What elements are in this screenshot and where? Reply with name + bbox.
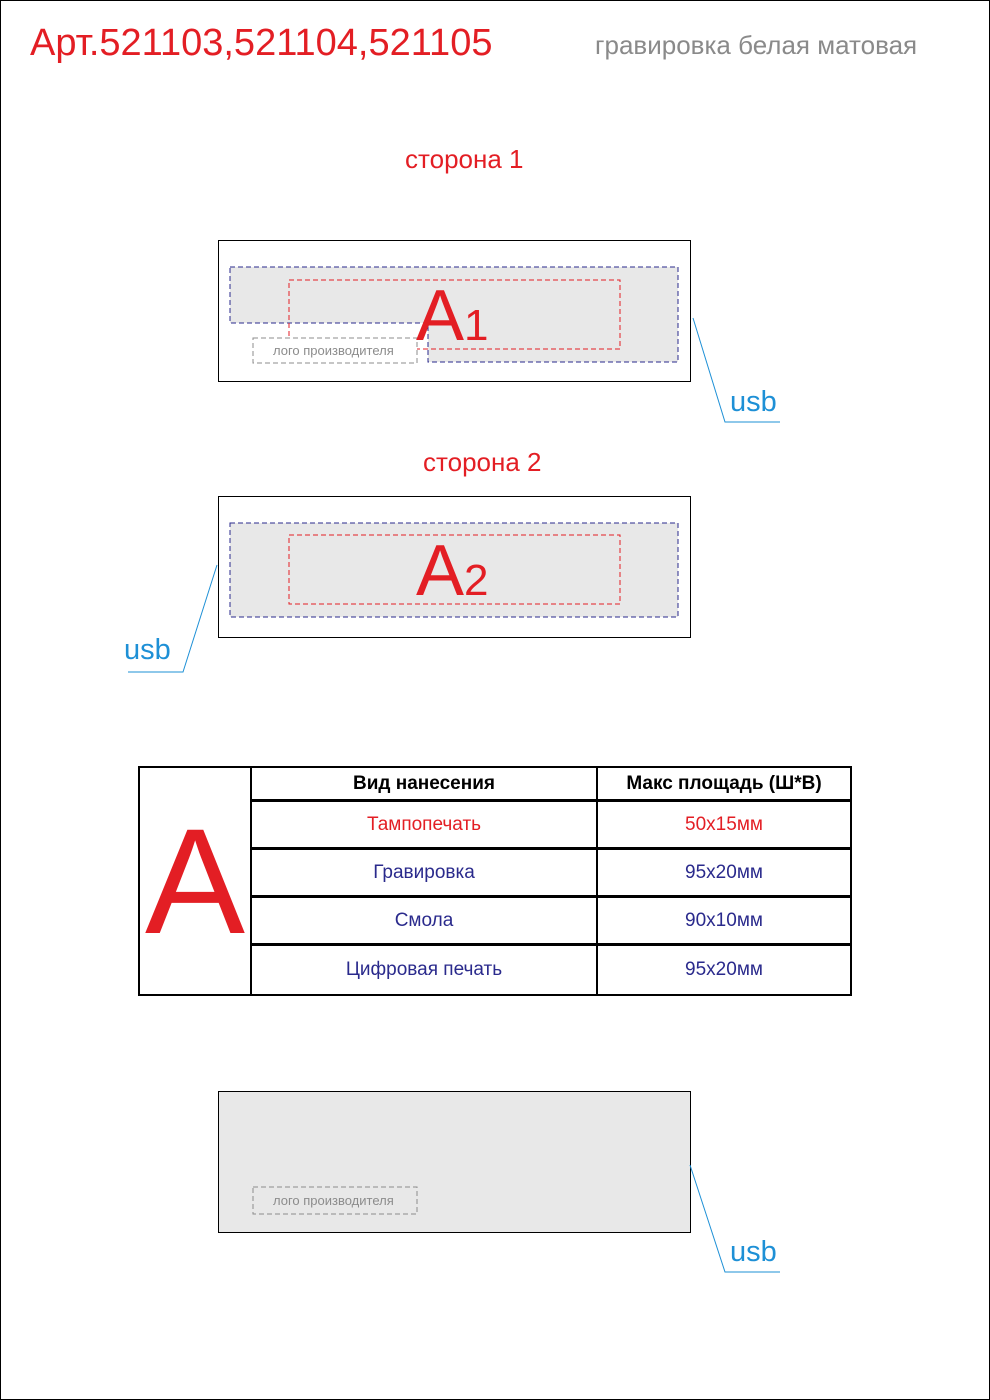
table-row [252, 850, 850, 898]
method-cell: Смола [252, 898, 598, 943]
zone-index: 1 [464, 301, 489, 350]
size-cell: 95x20мм [685, 861, 763, 883]
zone-letter: A [416, 531, 465, 611]
method-cell: Тампопечать [252, 802, 598, 847]
side1-drawing [219, 241, 781, 423]
finish-subtitle: гравировка белая матовая [595, 30, 918, 60]
article-title: Арт.521103,521104,521105 [30, 22, 493, 64]
side2-usb-label: usb [124, 634, 171, 666]
table-header-row [252, 768, 850, 802]
zone-letter: A [416, 276, 465, 356]
bottom-usb-label: usb [730, 1236, 777, 1268]
header-method: Вид нанесения [252, 768, 598, 799]
zone-index: 2 [464, 556, 489, 605]
side1-label: сторона 1 [405, 144, 524, 174]
header-area: Макс площадь (Ш*В) [626, 772, 822, 794]
bottom-logo-label: лого производителя [273, 1193, 394, 1208]
side1-zone-label [416, 276, 489, 356]
side1-logo-label: лого производителя [273, 343, 394, 358]
table-row [252, 946, 850, 994]
side2-zone-label [416, 531, 489, 611]
side2-label: сторона 2 [423, 447, 542, 477]
size-cell: 50x15мм [685, 813, 763, 835]
application-table [138, 766, 852, 996]
table-row [252, 802, 850, 850]
table-grid [252, 768, 850, 994]
method-cell: Цифровая печать [252, 946, 598, 994]
method-cell: Гравировка [252, 850, 598, 895]
table-zone-letter: A [140, 768, 252, 994]
size-cell: 95x20мм [685, 959, 763, 980]
bottom-drawing [219, 1092, 781, 1273]
table-row [252, 898, 850, 946]
side1-usb-label: usb [730, 386, 777, 418]
side2-drawing [128, 497, 691, 673]
size-cell: 90x10мм [685, 909, 763, 931]
